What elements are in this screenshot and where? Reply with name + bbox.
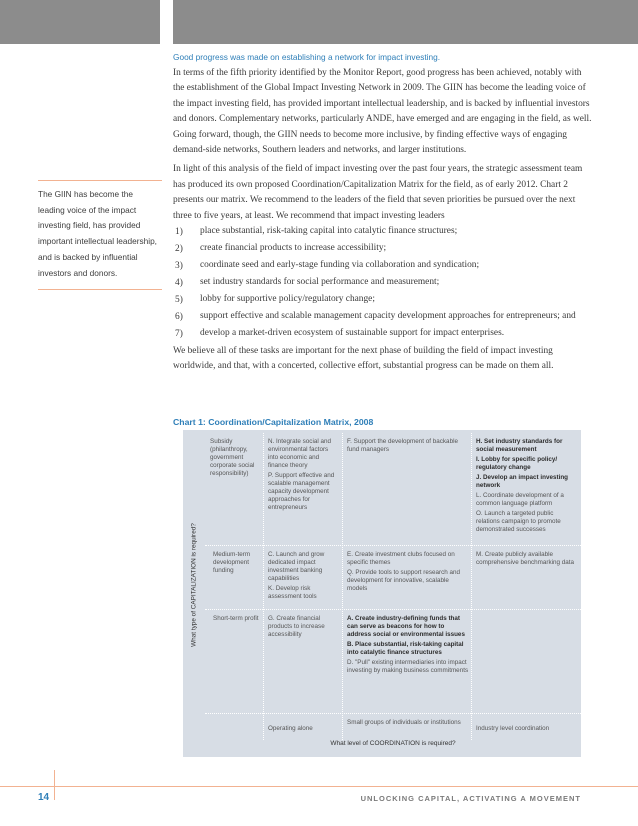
header-block-right — [173, 0, 638, 44]
list-item: 1) place substantial, risk-taking capital into catalytic finance structures; — [175, 226, 458, 238]
grid-divider — [263, 433, 264, 740]
paragraph-closing: We believe all of these tasks are important for the next phase of building the field of impact investing worldwide, and that, with a concerted, collective effort, substantial progress can be made on them all. — [173, 346, 554, 372]
matrix-cell: C. Launch and grow dedicated impact investment banking capabilities K. Develop risk assessment tools — [268, 551, 325, 600]
column-label-operating-alone: Operating alone — [268, 725, 313, 732]
matrix-cell: A. Create industry-defining funds that can serve as beacons for how to address social or environmental issues B. Place substantial, risk-taking capital into catalytic finance structures D. "Pull" existing intermediaries into impact investing by making business commitments — [347, 615, 469, 674]
grid-divider — [205, 609, 581, 610]
grid-divider — [471, 433, 472, 740]
matrix-grid — [205, 433, 581, 740]
list-item: 7) develop a market-driven ecosystem of sustainable support for impact enterprises. — [175, 328, 505, 340]
footer-rule — [0, 786, 54, 787]
matrix-cell: H. Set industry standards for social measurement I. Lobby for specific policy/ regulatory change J. Develop an impact investing network L. Coordinate development of a common language platform O. Launch a targeted public relations campaign to promote demonstrated successes — [476, 438, 569, 533]
matrix-cell: M. Create publicly available comprehensive benchmarking data — [476, 551, 575, 566]
footer-rule — [54, 786, 638, 787]
page-number: 14 — [38, 792, 50, 803]
matrix-cell: N. Integrate social and environmental factors into economic and finance theory P. Support effective and scalable management capacity development approaches for entrepreneurs — [268, 438, 335, 511]
section-lead-heading: Good progress was made on establishing a network for impact investing. — [173, 52, 441, 62]
paragraph-giin: In terms of the fifth priority identified by the Monitor Report, good progress has been achieved, notably with the establishment of the Global Impact Investing Network in 2009. The GIIN has become the leading voice of the impact investing field, has provided important intellectual leadership, and is backed by influential investors and donors. Complementary networks, particularly ANDE, have emerged and are engaging in the field, as well. Going forward, though, the GIIN needs to become more inclusive, by finding effective ways of engaging demand-side networks, Southern leaders and networks, and larger institutions. — [173, 68, 592, 156]
grid-divider — [205, 713, 581, 714]
pull-quote-bottom-rule — [38, 289, 162, 290]
x-axis-label: What level of COORDINATION is required? — [330, 740, 456, 747]
priority-list — [173, 224, 593, 340]
row-label-medium-term: Medium-term development funding — [213, 551, 251, 574]
header-gap — [160, 0, 173, 44]
running-footer-title: UNLOCKING CAPITAL, ACTIVATING A MOVEMENT — [360, 794, 581, 803]
matrix-cell: E. Create investment clubs focused on specific themes Q. Provide tools to support research and development for innovative, scalable models — [347, 551, 461, 592]
pull-quote-text: The GIIN has become the leading voice of the impact investing field, has provided important intellectual leadership, and is backed by influential investors and donors. — [38, 189, 157, 278]
row-label-subsidy: Subsidy (philanthropy, government corporate social responsibility) — [210, 438, 255, 477]
chart-title: Chart 1: Coordination/Capitalization Matrix, 2008 — [173, 417, 374, 427]
list-item: 3) coordinate seed and early-stage funding via collaboration and syndication; — [175, 260, 480, 272]
main-column — [173, 52, 593, 375]
list-item: 6) support effective and scalable management capacity development approaches for entrepreneurs; and — [175, 311, 576, 323]
paragraph-matrix-intro: In light of this analysis of the field of impact investing over the past four years, the strategic assessment team has produced its own proposed Coordination/Capitalization Matrix for the field, as of early 2012. Chart 2 presents our matrix. We recommend to the leaders of the field that seven priorities be pursued over the next three to five years, at least. We recommend that impact investing leaders — [173, 164, 583, 221]
grid-divider — [205, 545, 581, 546]
list-item: 5) lobby for supportive policy/regulatory change; — [175, 294, 375, 306]
row-label-short-term: Short-term profit — [213, 615, 259, 622]
list-item: 4) set industry standards for social performance and measurement; — [175, 277, 440, 289]
column-label-small-groups: Small groups of individuals or institutions — [347, 719, 461, 726]
matrix-cell: F. Support the development of backable fund managers — [347, 438, 458, 453]
pull-quote — [38, 180, 162, 290]
matrix-cell: G. Create financial products to increase accessibility — [268, 615, 325, 638]
y-axis-label: What type of CAPITALIZATION is required? — [190, 523, 198, 647]
list-item: 2) create financial products to increase accessibility; — [175, 243, 387, 255]
column-label-industry-level: Industry level coordination — [476, 725, 550, 732]
footer-rule — [54, 770, 55, 800]
grid-divider — [342, 433, 343, 740]
header-block-left — [0, 0, 160, 44]
